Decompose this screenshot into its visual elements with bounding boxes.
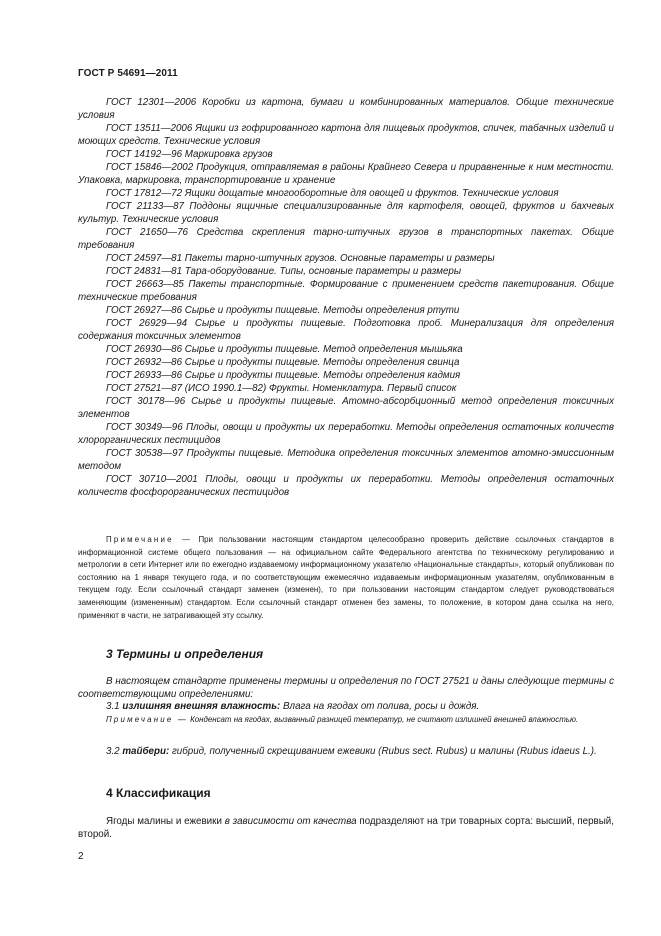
classification-text-part: подразделяют на три товарных сорта: высший, первый, второй. [78, 816, 614, 840]
section-4-title: 4 Классификация [106, 786, 211, 800]
reference-item: ГОСТ 26663—85 Пакеты транспортные. Формирование с применением средств пакетирования. Общие технические требования [78, 279, 614, 303]
note-text: Конденсат на ягодах, вызванный разницей температур, не считают излишней внешней влажностью. [187, 715, 579, 724]
classification-text-part: Ягоды малины и ежевики [106, 816, 225, 827]
reference-item: ГОСТ 12301—2006 Коробки из картона, бумаги и комбинированных материалов. Общие технические условия [78, 97, 614, 121]
reference-item: ГОСТ 30710—2001 Плоды, овощи и продукты их переработки. Методы определения остаточных количеств фосфорорганических пестицидов [78, 474, 614, 498]
term-definition: Влага на ягодах от полива, росы и дождя. [280, 701, 480, 712]
reference-item: ГОСТ 26927—86 Сырье и продукты пищевые. Методы определения ртути [106, 305, 460, 316]
term-number: 3.1 [106, 701, 123, 712]
note-text: При пользовании настоящим стандартом целесообразно проверить действие ссылочных стандартов в информационной системе общего пользования — на официальном сайте Федерального агентства по техническому регулированию и метрологии в сети Интернет или по ежегодно издаваемому информационному указателю «Национальные стандарты», который опубликован по состоянию на 1 января текущего года, и по соответствующим ежемесячно издаваемым информационным указателям, опубликованным в текущем году. Если ссылочный стандарт заменен (изменен), то при пользовании настоящим стандартом следует руководствоваться заменяющим (измененным) стандартом. Если ссылочный стандарт отменен без замены, то положение, в котором дана ссылка на него, применяют в части, не затрагивающей эту ссылку. [78, 535, 615, 620]
reference-item: ГОСТ 17812—72 Ящики дощатые многооборотные для овощей и фруктов. Технические условия [106, 188, 559, 199]
reference-item: ГОСТ 24597—81 Пакеты тарно-штучных грузов. Основные параметры и размеры [106, 253, 495, 264]
document-header: ГОСТ Р 54691—2011 [78, 68, 178, 79]
reference-item: ГОСТ 26933—86 Сырье и продукты пищевые. Методы определения кадмия [106, 370, 461, 381]
reference-item: ГОСТ 30178—96 Сырье и продукты пищевые. Атомно-абсорбционный метод определения токсичных элементов [78, 396, 614, 420]
reference-item: ГОСТ 15846—2002 Продукция, отправляемая в районы Крайнего Севера и приравненные к ним местности. Упаковка, маркировка, транспортирование и хранение [78, 162, 614, 186]
reference-item: ГОСТ 26929—94 Сырье и продукты пищевые. Подготовка проб. Минерализация для определения содержания токсичных элементов [78, 318, 614, 342]
reference-item: ГОСТ 30538—97 Продукты пищевые. Методика определения токсичных элементов атомно-эмиссионным методом [78, 448, 614, 472]
reference-item: ГОСТ 30349—96 Плоды, овощи и продукты их переработки. Методы определения остаточных количеств хлорорганических пестицидов [78, 422, 614, 446]
note-label: Примечание — [106, 535, 193, 544]
section-4-text [78, 815, 614, 841]
term-name: тайбери: [122, 746, 170, 757]
reference-item: ГОСТ 24831—81 Тара-оборудование. Типы, основные параметры и размеры [106, 266, 462, 277]
term-3-1 [78, 700, 614, 713]
reference-item: ГОСТ 26930—86 Сырье и продукты пищевые. Метод определения мышьяка [106, 344, 463, 355]
term-name: излишняя внешняя влажность: [122, 701, 281, 712]
reference-item: ГОСТ 13511—2006 Ящики из гофрированного картона для пищевых продуктов, спичек, табачных изделий и моющих средств. Технические условия [78, 123, 614, 147]
note-label: Примечание — [106, 715, 188, 724]
reference-item: ГОСТ 21133—87 Поддоны ящичные специализированные для картофеля, овощей, фруктов и бахчевых культур. Технические условия [78, 201, 614, 225]
references-note [78, 534, 614, 622]
reference-item: ГОСТ 27521—87 (ИСО 1990.1—82) Фрукты. Номенклатура. Первый список [106, 383, 457, 394]
section-3-intro: В настоящем стандарте применены термины и определения по ГОСТ 27521 и даны следующие термины с соответствующими определениями: [78, 676, 614, 700]
reference-item: ГОСТ 21650—76 Средства скрепления тарно-штучных грузов в транспортных пакетах. Общие требования [78, 227, 614, 251]
term-3-2 [78, 745, 614, 758]
term-3-1-note [78, 714, 614, 727]
normative-references-list [78, 96, 614, 499]
term-definition: гибрид, полученный скрещиванием ежевики (Rubus sect. Rubus) и малины (Rubus idaeus L.). [169, 746, 597, 757]
section-3-title: 3 Термины и определения [106, 647, 264, 661]
classification-emphasis: в зависимости от качества [224, 816, 357, 827]
page-number: 2 [78, 851, 84, 862]
reference-item: ГОСТ 26932—86 Сырье и продукты пищевые. Методы определения свинца [106, 357, 460, 368]
reference-item: ГОСТ 14192—96 Маркировка грузов [106, 149, 273, 160]
term-number: 3.2 [106, 746, 123, 757]
